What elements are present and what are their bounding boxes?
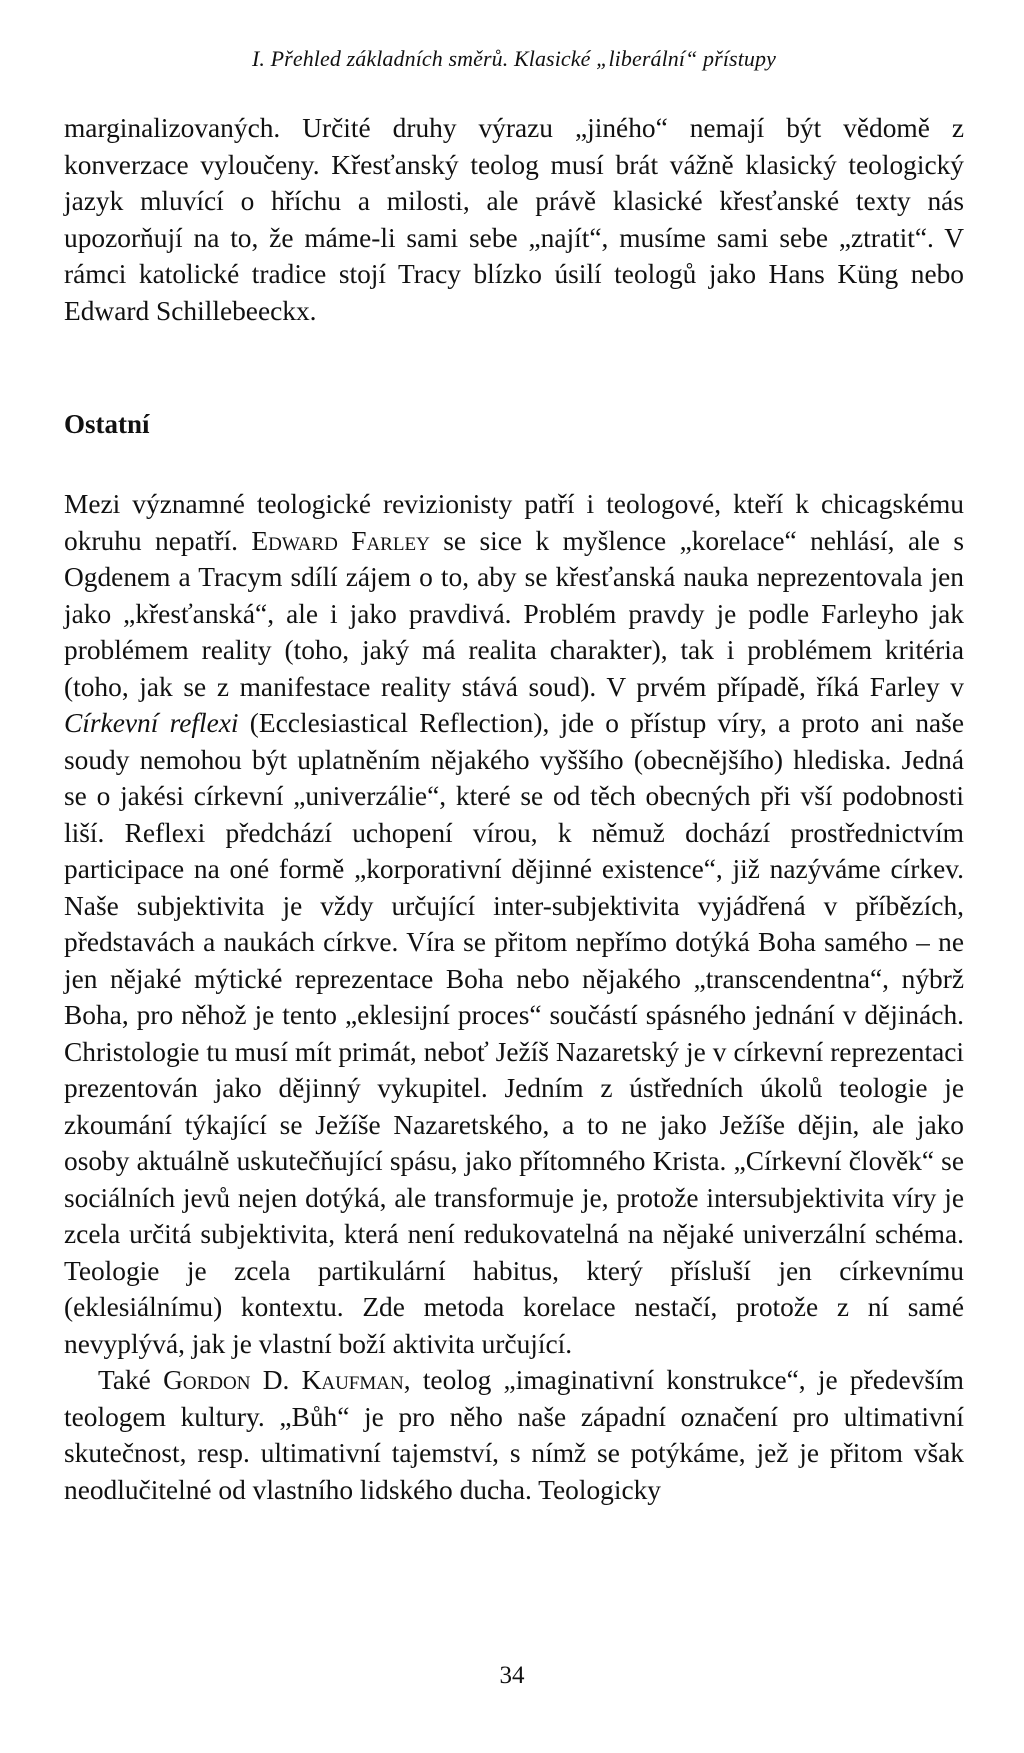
paragraph-farley (64, 486, 964, 1362)
paragraph-kaufman (64, 1362, 964, 1508)
page-number: 34 (499, 1662, 525, 1689)
paragraph-text: , teolog „imaginativní konstrukce“, je především teologem kultury. „Bůh“ je pro něho naše západní označení pro ultimativní skutečnost, resp. ultimativní tajemství, s nímž se potýkáme, jež je přitom však neodlučitelné od vlastního lidského ducha. Teologicky (64, 1365, 964, 1505)
author-name-kaufman: Gordon D. Kaufman (163, 1365, 404, 1395)
paragraph-text: Také (98, 1365, 164, 1395)
paragraph-text: Mezi významné teologické revizionisty patří i teologové, kteří k chicagskému okruhu nepatří. (64, 489, 964, 556)
paragraph-text: se sice k myšlence „korelace“ nehlásí, ale s Ogdenem a Tracym sdílí zájem o to, aby se křesťanská nauka neprezentovala jen jako „křesťanská“, ale i jako pravdivá. Problém pravdy je podle Farleyho jak problémem reality (toho, jaký má realita charakter), tak i problémem kritéria (toho, jak se z manifestace reality stává soud). V prvém případě, říká Farley v (64, 525, 964, 702)
book-title: Církevní reflexi (64, 708, 239, 738)
paragraph-continuation: marginalizovaných. Určité druhy výrazu „jiného“ nemají být vědomě z konverzace vyloučeny. Křesťanský teolog musí brát vážně klasický teologický jazyk mluvící o hříchu a milosti, ale právě klasické křesťanské texty nás upozorňují na to, že máme-li sami sebe „najít“, musíme sami sebe „ztratit“. V rámci katolické tradice stojí Tracy blízko úsilí teologů jako Hans Küng nebo Edward Schillebeeckx. (64, 113, 964, 326)
section-heading: Ostatní (64, 409, 150, 439)
paragraph-text: (Ecclesiastical Reflection), jde o přístup víry, a proto ani naše soudy nemohou být uplatněním nějakého vyššího (obecnějšího) hlediska. Jedná se o jakési církevní „univerzálie“, které se od těch obecných při vší podobnosti liší. Reflexi předchází uchopení vírou, k němuž dochází prostřednictvím participace na oné formě „korporativní dějinné existence“, již nazýváme církev. Naše subjektivita je vždy určující inter-subjektivita vyjádřená v příbězích, představách a naukách církve. Víra se přitom nepřímo dotýká Boha samého – ne jen nějaké mýtické reprezentace Boha nebo nějakého „transcendentna“, nýbrž Boha, pro něhož je tento „eklesijní proces“ součástí spásného jednání v dějinách. Christologie tu musí mít primát, neboť Ježíš Nazaretský je v církevní reprezentaci prezentován jako dějinný vykupitel. Jedním z ústředních úkolů teologie je zkoumání týkající se Ježíše Nazaretského, a to ne jako Ježíše dějin, ale jako osoby aktuálně uskutečňující spásu, jako přítomného Krista. „Církevní člověk“ se sociálních jevů nejen dotýká, ale transformuje je, protože intersubjektivita víry je zcela určitá subjektivita, která není redukovatelná na nějaké univerzální schéma. Teologie je zcela partikulární habitus, který přísluší jen církevnímu (eklesiálnímu) kontextu. Zde metoda korelace nestačí, protože z ní samé nevyplývá, jak je vlastní boží aktivita určující. (64, 708, 964, 1359)
running-head: I. Přehled základních směrů. Klasické „liberální“ přístupy (252, 46, 776, 71)
book-page (64, 46, 964, 1508)
author-name-farley: Edward Farley (251, 525, 430, 556)
